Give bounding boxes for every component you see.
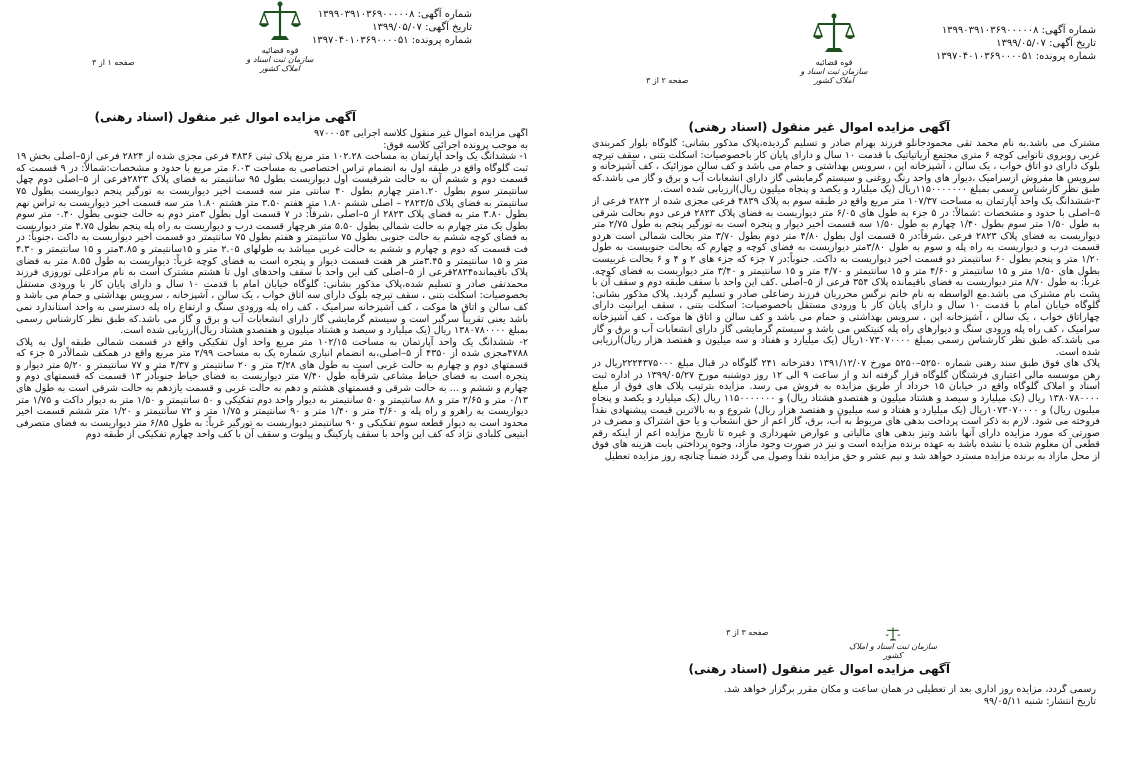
ad-meta bbox=[312, 8, 472, 47]
notice-body bbox=[592, 138, 1100, 610]
page-number: صفحه ۲ از ۳ bbox=[646, 76, 689, 85]
ad-date: تاریخ آگهی: ۱۳۹۹/۰۵/۰۷ bbox=[996, 38, 1096, 49]
notice-body bbox=[16, 128, 528, 556]
paragraph: به موجب پرونده اجرائی کلاسه فوق: bbox=[383, 139, 528, 151]
paragraph: پلاک های فوق طبق سند رهنی شماره ۵۲۵۰–۵۲۵۰ مورخ ۱۳۹۱/۱۲/۰۷ دفترخانه ۲۴۱ گلوگاه در قبال مبلغ ۲۲۲۴۳۷۵۰۰۰ریال در رهن موسسه مالی اعتباری فرشتگان گلوگاه قرار گرفته اند و از ساعت ۹ الی ۱۲ روز دوشنبه مورخ ۱۳۹۹/۰۵/۲۷ در اداره ثبت اسناد و املاک گلوگاه واقع در خیابان ۱۵ خرداد از طریق مزایده به فروش می رسد. مزایده بترتیب پلاک های فوق از مبلغ ۱۳۸۰۷۸۰۰۰۰ ریال (یک میلیارد و سیصد و هشتاد میلیون و هفتصدو هشتاد ریال) و ۱۱۵۰۰۰۰۰۰۰ ریال (یک میلیارد و یکصد و پنجاه میلیون ریال) و ۱۰۷۳۰۷۰۰۰۰ریال (یک میلیارد و هفتاد و سه میلیون و هفتصد هزار ریال) شروع و به بالاترین قیمت پیشنهادی نقداً فروخته می شود. لازم به ذکر است پرداخت بدهی های مربوط به آب، برق، گاز اعم از حق انشعاب و یا حق اشتراک و مصرف در صورتی که مورد مزایده دارای آنها باشد وتیز بدهی های مالیاتی و عوارض شهرداری و غیره تا تاریخ مزایده اعم از اینکه رقم قطعی آن معلوم شده یا نشده باشد به عهده برنده مزایده است و نیز در صورت وجود مازاد، وجوه پرداختی بابت هزینه های فوق از محل مازاد به برنده مزایده مسترد خواهد شد و نیم عشر و حق مزایده نقداً وصول می گردد ضمناً چنانچه روز مزایده تعطیل bbox=[592, 358, 1100, 463]
paragraph: ۲- ششدانگ یک واحد آپارتمان به مساحت ۱۰۲/۱۵ متر مربع واحد اول تفکیکی واقع در قسمت شمالی طبقه اول به پلاک ۴۷۸۸مجزی شده از ۴۳۵۰ از ۵–اصلی،به انضمام انباری شماره یک به مساحت ۲/۹۹ متر مربع واقع در همکف شمالاًدر ۵ جزء که قسمتهای دوم و چهارم به حالت غربی است به طول های ۳/۲۸ متر و ۲۰ سانتیمتر و ۴/۳۷ متر و ۷۷ سانتیمتر و ۵/۲۰ متر دیوار و پنجره است به فضای حیاط مشاعی شرقاًبه طول ۷/۴۰ متر دیواریست به فضای حیاط جنوباًدر ۱۳ قسمت که قسمتهای دوم و چهارم و ششم و ... به حالت شرقی و قسمتهای هشتم و دهم به حالت غربی و قسمت یازدهم به حالت شرقی است به طول های ۰/۱۳ متر و ۲/۶۵ متر و ۸۸ سانتیمتر و ۵۰ سانتیمتر به دیوار واحد دوم تفکیکی و ۵۰ سانتیمتر و ۱/۵۰ متر به دیوار داکت و ۱/۷۵ متر دیواریست به راهرو و راه پله و ۳/۶۰ متر و ۱/۴۰ متر و ۹۰ سانتیمتر و ۱/۷۵ متر و ۷۲ سانتیمتر و ۱/۲۰ متر ششم قسمت اخیر محدود است به دیوار قطعه سوم تفکیکی و ۹۰ سانتیمتر دیواریست به تورگیر غرباً: به طول ۶/۸۵ متر دیواریست به فضای متصرفی ابتیعی کلبادی نژاد که کف این واحد با سقف پارکینگ و پیلوت و سقف آن با کف واحد چهارم تفکیکی از طبقه دوم bbox=[16, 336, 528, 441]
notice-title: آگهی مزایده اموال غیر منقول (اسناد رهنی) bbox=[688, 120, 950, 134]
file-number: شماره پرونده: ۱۳۹۷۰۴۰۱۰۳۶۹۰۰۰۰۵۱ bbox=[311, 35, 472, 46]
judiciary-emblem bbox=[794, 12, 874, 85]
page-number: صفحه ۳ از ۳ bbox=[726, 628, 769, 637]
ad-number: شماره آگهی: ۱۳۹۹۰۳۹۱۰۳۶۹۰۰۰۰۰۸ bbox=[941, 25, 1096, 36]
org-mark bbox=[848, 626, 938, 660]
paragraph: ۳-ششدانگ یک واحد آپارتمان به مساحت ۱۰۷/۳۷ متر مربع واقع در طبقه سوم به پلاک ۴۸۳۹ فرعی مجزی شده از ۲۸۲۴ فرعی از ۵–اصلی با حدود و مشخصات :شمالاً: در ۵ جزء به طول های ۶/۰۵ متر دیواریست به فضای پلاک ۲۸۲۳ فرعی دوم بحالت شرقی به طول ۱/۵۰ متر سوم بطول ۱/۴۰ چهارم به طول ۱/۵۰ سه قسمت اخیر دیوار و پنجره است به تورگیر پنجم به طول ۲/۷۵ متر دیواریست به فضای پلاک ۲۸۲۳ فرعی ،شرقاً:در ۵ قسمت اول بطول ۴/۸۰ متر دوم بطول ۳/۷۰ متر بحالت شمالی است هردو قسمت درب و دیواریست به راه پله و سوم به طول ۳/۸۰متر دیواریست به فضای کوچه و چهارم که بحالت جنوبیست به طول ۱/۲۰ متر و پنجم بطول ۶۰ سانتیمتر دو قسمت اخیر دیواریست به داکت. جنوباً:در ۷ جزء که جزء های ۲ و ۴ و ۶ بحالت غربیست بطول های ۱/۵۰ متر و ۱۵ سانتیمتر و ۴/۶۰ متر و ۱۵ سانتیمتر و ۴/۷۰ متر و ۱۵ سانتیمتر و ۳/۴۰ متر دیواریست به فضای کوچه. غرباً: به طول ۸/۷۰ متر دیواریست به فضای باقیمانده پلاک ۳۵۴ فرعی از ۵–اصلی .کف این واحد با سقف طبقه دوم و سقف آن با پشت بام مشترک می باشد.مع الواسطه به نام خانم نرگس محرریان فرزند رضاعلی صادر و تسلیم گردید. پلاک مذکور بشانی: گلوگاه خیابان امام با قدمت ۱۰ سال و دارای پایان کار با ورودی مستقل باخصوصیات: اسکلت بتنی ، سقف ایرانیت دارای چهاراتاق خواب ، یک سالن ، آشپزخانه اپن ، سرویس بهداشتی و حمام می باشد و کف سالن و اتاق ها موکت ، کف آشپزخانه سرامیک ، کف راه پله ورودی سنگ و دیوارهای راه پله کنیتکس می باشد و سیستم گرمایشی گاز دارای انشعابات آب و برق و گاز می باشد.که طبق نظر کارشناس رسمی بمبلغ ۱۰۷۳۰۷۰۰۰۰ریال (یک میلیارد و هفتاد و سه میلیون و هفتصد هزار ریال)ارزیابی شده است. bbox=[592, 195, 1100, 358]
document-page-2 bbox=[568, 0, 1136, 620]
scales-of-justice-icon bbox=[884, 626, 902, 642]
publication-date: تاریخ انتشار: شنبه ۹۹/۰۵/۱۱ bbox=[983, 695, 1096, 707]
scales-of-justice-icon bbox=[811, 12, 857, 56]
notice-body bbox=[596, 684, 1096, 744]
ad-date: تاریخ آگهی: ۱۳۹۹/۰۵/۰۷ bbox=[372, 22, 472, 33]
org-label: سازمان ثبت اسناد و املاک کشور bbox=[246, 55, 314, 73]
notice-title: آگهی مزایده اموال غیر منقول (اسناد رهنی) bbox=[688, 662, 950, 676]
file-number: شماره پرونده: ۱۳۹۷۰۴۰۱۰۳۶۹۰۰۰۰۵۱ bbox=[935, 51, 1096, 62]
paragraph: رسمی گردد، مزایده روز اداری بعد از تعطیلی در همان ساعت و مکان مقرر برگزار خواهد شد. bbox=[723, 684, 1096, 695]
ad-number: شماره آگهی: ۱۳۹۹۰۳۹۱۰۳۶۹۰۰۰۰۰۸ bbox=[317, 9, 472, 20]
org-label: سازمان ثبت اسناد و املاک کشور bbox=[800, 67, 868, 85]
ad-meta bbox=[936, 24, 1096, 63]
judiciary-label: قوه قضائیه bbox=[815, 58, 853, 67]
paragraph: مشترک می باشد.به نام محمد تقی محمودجانلو فرزند بهرام صادر و تسلیم گردیده،پلاک مذکور بشانی: گلوگاه بلوار کمربندی غربی روبروی تانوایی کوچه ۶ متری مجتمع آریاتیاتیک با قدمت ۱۰ سال و دارای پایان کار باخصوصیات: اسکلت بتنی ، سقف تیرچه بلوک دارای دو اتاق خواب ، یک سالن ، آشپزخانه اپن ، سرویس بهداشتی و حمام می باشد و کف سالن موزائیک ، کف آشپزخانه و سرویس ها مفروش ازسرامیک ،دیوار های واحد رنگ روغنی و سیستم گرمایشی گاز دارای انشعابات آب و برق و گاز می باشد.که طبق نظر کارشناس رسمی بمبلغ ۱۱۵۰۰۰۰۰۰۰ریال (یک میلیارد و یکصد و پنجاه میلیون ریال)ارزیابی شده است. bbox=[592, 138, 1100, 196]
document-page-1 bbox=[0, 0, 568, 560]
judiciary-label: قوه قضائیه bbox=[261, 46, 299, 55]
document-page-3 bbox=[568, 620, 1136, 770]
org-label: سازمان ثبت اسناد و املاک کشور bbox=[849, 642, 937, 660]
judiciary-emblem bbox=[240, 0, 320, 73]
paragraph: آگهی مزایده اموال غیر منقول کلاسه اجرایی ۹۷۰۰۰۵۴ bbox=[313, 128, 528, 139]
page-number: صفحه ۱ از ۳ bbox=[92, 58, 135, 67]
scales-of-justice-icon bbox=[257, 0, 303, 44]
notice-title: آگهی مزایده اموال غیر منقول (اسناد رهنی) bbox=[94, 110, 356, 124]
paragraph: ۱- ششدانگ یک واحد آپارتمان به مساحت ۱۰۲.۲۸ متر مربع پلاک ثبتی ۴۸۳۶ فرعی مجزی شده از ۲۸۲۴ فرعی از۵–اصلی بخش ۱۹ ثبت گلوگاه واقع در طبقه اول به انضمام تراس اختصاصی به مساحت ۶.۰۳ متر مربع با حدود و مشخصات:شمالاً: در ۹ قسمت که قسمت دوم و ششم آن به حالت شرقیست اول دیواریست بطول ۹۵ سانتیمتر به فضای پلاک ۲۸۲۳فرعی از ۵–اصلی دوم چهل سانتیمتر سوم بطول ۱.۲۰متر چهارم بطول ۴۰ سانتی متر سه قسمت اخیر دیواریست به تورگیر پنجم دیواریست بطول ۷۵ سانتیمتر به فضای پلاک ۲۸۲۳/۵ – اصلی ششم ۱.۸۰ متر هفتم ۳.۵۰ متر هشتم ۱.۸۰ متر سه قسمت اخیر دیواریست به تراس نهم بطول ۳.۸۰ متر به فضای پلاک ۲۸۲۳ از ۵–اصلی ،شرقاً: در ۷ قسمت اول بطول ۳متر دوم به حالت جنوبی بطول ۰.۴۰ متر سوم بطول یک متر چهارم به حالت شمالی بطول ۵.۵۰ متر هرچهار قسمت درب و دیواریست به راه پله پنجم بطول ۴.۷۵ متر دیواریست به فضای کوچه ششم به حالت جنوبی بطول ۷۵ سانتیمتر و هفتم بطول ۷۵ سانتیمتر دو قسمت اخیر دیواریست به داکت ،جنوباً: در فت قسمت که دوم و چهارم و ششم به حالت غربی میباشد به طولهای ۲.۰۵ متر و ۱۵سانتیمتر و ۴.۸۵متر و ۱۵ سانتیمتر و ۴.۳۰ متر و ۱۵ سانتیمتر و ۳.۴۵متر هر هفت قسمت دیوار و پنجره است به فضای کوچه غرباً: دیواریست به طول ۸.۵۵ متر به فضای پلاک باقیمانده۲۸۲۴فرعی از ۵–اصلی کف این واحد با سقف واحدهای اول تا هشتم مشترک است به نام مرادعلی توروزی فرزند محمدتقی صادر و تسلیم شده،پلاک مذکور بشانی: گلوگاه خیابان امام با قدمت ۱۰ سال و دارای پایان کار با ورودی مستقل بخصوصیات: اسکلت بتنی ، سقف تیرچه بلوک دارای سه اتاق خواب ، یک سالن ، آشپزخانه ، سرویس بهداشتی و حمام می باشد و کف سالن و اتاق ها موکت ، کف آشپزخانه سرامیک ، کف راه پله ورودی سنگ و ارتفاع راه پله دسترسی به واحد استاندارد نمی باشد یعنی تقریباً سرگیر است و سیستم گرمایشی گاز دارای انشعابات آب و برق و گاز می باشد.که طبق نظر کارشناس رسمی بمبلغ ۱۳۸۰۷۸۰۰۰۰ ریال (یک میلیارد و سیصد و هشتاد میلیون و هفتصدو هشتاد ریال)ارزیابی شده است. bbox=[16, 151, 528, 337]
